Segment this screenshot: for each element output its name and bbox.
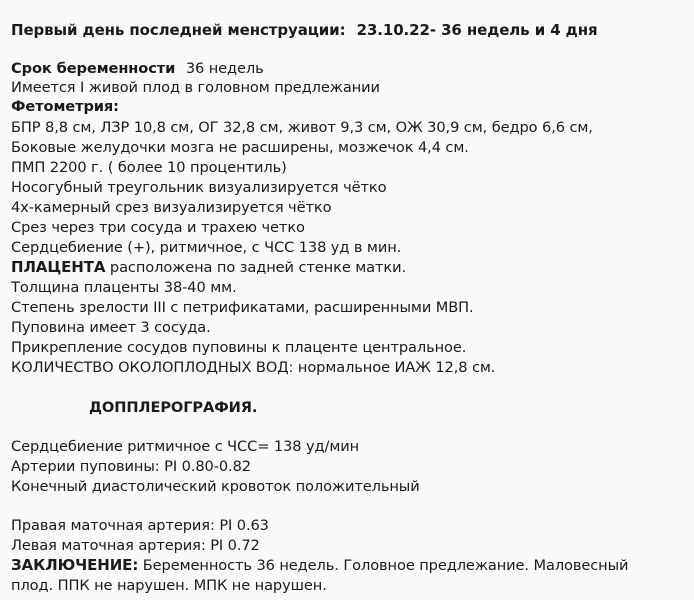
fetometry-line-7: Сердцебиение (+), ритмичное, с ЧСС 138 уд в мин. [11,239,402,256]
amniotic-fluid: КОЛИЧЕСТВО ОКОЛОПЛОДНЫХ ВОД: нормальное ИАЖ 12,8 см. [11,359,496,376]
fetometry-line-4: Носогубный треугольник визуализируется чётко [11,179,387,196]
fetometry-line-2: Боковые желудочки мозга не расширены, мозжечок 4,4 см. [11,139,469,156]
cord-attachment: Прикрепление сосудов пуповины к плаценте центральное. [11,339,467,356]
conclusion-text-1: Беременность 36 недель. Головное предлежание. Маловесный [138,557,629,574]
fetus-line: Имеется I живой плод в головном предлежании [11,79,380,96]
fetometry-line-6: Срез через три сосуда и трахею четко [11,219,305,236]
placenta-location: расположена по задней стенке матки. [105,259,407,276]
cord-vessels: Пуповина имеет 3 сосуда. [11,319,211,336]
fetometry-line-1: БПР 8,8 см, ЛЗР 10,8 см, ОГ 32,8 см, живот 9,3 см, ОЖ 30,9 см, бедро 6,6 см, [11,119,593,136]
doppler-umbilical: Артерии пуповины: PI 0.80-0.82 [11,458,251,475]
doppler-diastolic: Конечный диастолический кровоток положительный [11,478,420,495]
conclusion-line-1 [11,556,628,575]
placenta-thickness: Толщина плаценты 38-40 мм. [11,279,237,296]
doppler-title: ДОППЛЕРОГРАФИЯ. [89,399,258,416]
lmp-value: 23.10.22- 36 недель и 4 дня [356,21,598,39]
term-line [11,59,264,78]
left-uterine-artery: Левая маточная артерия: PI 0.72 [11,537,260,554]
doppler-heart: Сердцебиение ритмичное с ЧСС= 138 уд/мин [11,438,360,455]
conclusion-label: ЗАКЛЮЧЕНИЕ: [11,556,139,574]
fetometry-title: Фетометрия: [11,98,119,115]
fetometry-line-3: ПМП 2200 г. ( более 10 процентиль) [11,159,287,176]
placenta-maturity: Степень зрелости III с петрификатами, расширенными МВП. [11,299,474,316]
right-uterine-artery: Правая маточная артерия: PI 0.63 [11,517,269,534]
placenta-line [11,258,406,277]
lmp-label: Первый день последней менструации: [11,21,346,39]
lmp-line [11,21,598,40]
term-label: Срок беременности [11,60,176,77]
conclusion-line-2: плод. ППК не нарушен. МПК не нарушен. [11,577,327,594]
fetometry-line-5: 4х-камерный срез визуализируется чётко [11,199,332,216]
placenta-label: ПЛАЦЕНТА [11,258,106,276]
term-value: 36 недель [185,60,264,77]
